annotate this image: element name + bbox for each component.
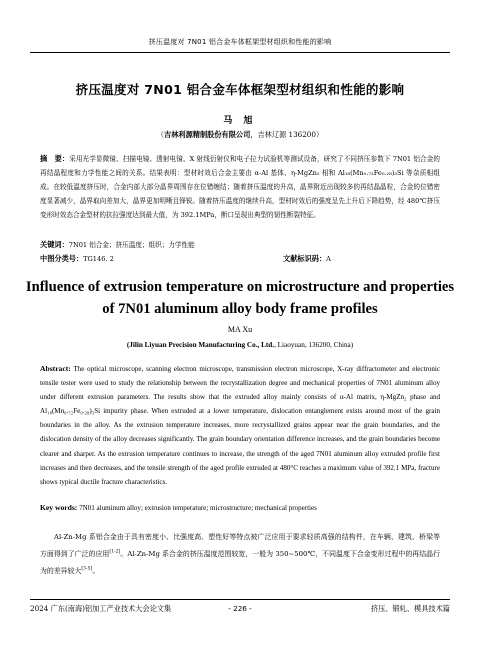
- english-affiliation-org: (Jilin Liyuan Precision Manufacturing Co., Ltd.: [126, 341, 275, 349]
- intro-text-part1: Al-Zn-Mg 系铝合金由于具有密度小、比强度高、塑性好等特点被广泛应用于要求轻质高强的结构件，在车辆、建筑、桥梁等方面得到了广泛的应用: [40, 533, 440, 558]
- citation-ref-1: [1-2]: [109, 549, 121, 555]
- chinese-keywords: [40, 239, 440, 250]
- affiliation-open-paren: （: [156, 130, 165, 139]
- english-abstract: [40, 362, 440, 489]
- english-keywords-text: 7N01 aluminum alloy; extrusion temperature; microstructure; mechanical properties: [79, 504, 317, 512]
- chinese-affiliation: [0, 130, 480, 140]
- chinese-keywords-label: 关键词：: [40, 240, 69, 249]
- chinese-keywords-text: 7N01 铝合金；挤压温度；组织；力学性能: [68, 241, 195, 249]
- english-keywords-label: Key words:: [40, 503, 78, 512]
- english-keywords: [40, 503, 440, 512]
- classification-number: [40, 254, 260, 264]
- intro-text-part3: 。: [92, 567, 100, 575]
- english-title: Influence of extrusion temperature on microstructure and properties of 7N01 aluminum alloy body frame profiles: [25, 279, 455, 317]
- classification-label: 中图分类号：: [40, 254, 84, 263]
- affiliation-location: ，吉林辽源 136200）: [250, 130, 324, 139]
- affiliation-org: 吉林利源精制股份有限公司: [164, 130, 251, 139]
- citation-ref-2: [3-5]: [81, 566, 93, 572]
- document-code-label: 文献标识码：: [283, 254, 327, 263]
- chinese-abstract-text: 采用光学显微镜、扫描电镜、透射电镜、X 射线衍射仪和电子拉力试验机等测试设备，研究了不同挤压参数下 7N01 铝合金的再结晶程度和力学性能之间的关系。结果表明：型材时效后合金主要由 α-Al 基体、η-MgZn₂ 相和 Al₁₈(Mn₀.₇₂Fe₀.₂₈)₃Si 等杂质相组成。在较低温度挤压时，合金内部大部分晶界周围存在位错缠结；随着挤压温度的升高，晶界附近出现较多的再结晶晶粒，合金的位错密度显著减少，晶界取向差加大，晶界更加明晰且锋锐。随着挤压温度的继续升高，型材时效后的强度呈先上升后下降趋势，经 480℃挤压变形时效态合金型材的抗拉强度达到最大值，为 392.1MPa，断口呈现出典型的韧性断裂特征。: [40, 155, 440, 219]
- english-abstract-label: Abstract:: [40, 364, 71, 373]
- footer-proceedings: 2024 广东(南海)铝加工产业技术大会论文集: [30, 604, 172, 613]
- english-affiliation-location: , Liaoyuan, 136200, China): [274, 341, 354, 349]
- chinese-abstract: [40, 152, 440, 222]
- english-affiliation: [0, 341, 480, 349]
- document-code-value: A: [326, 255, 331, 263]
- intro-text-part2: 。Al-Zn-Mg 系合金的挤压温度范围较宽，一般为 350~500℃，不同温度下合金变形过程中的再结晶行为的差异较大: [40, 550, 441, 575]
- chinese-author: 马 旭: [223, 116, 257, 126]
- chinese-title: 挤压温度对 7N01 铝合金车体框架型材组织和性能的影响: [75, 82, 405, 97]
- english-abstract-text: The optical microscope, scanning electron microscope, transmission electron microscope, X-ray diffractometer and electronic tensile tester were used to study the relationship between the recrystallization degree and mechanical properties of 7N01 aluminum alloy under different extrusion parameters. The results show that the extruded alloy mainly consists of α-Al matrix, η-MgZn₂ phase and Al₁₈(Mn₀.₇₂Fe₀.₂₈)₃Si impurity phase. When extruded at a lower temperature, dislocation entanglement exists around most of the grain boundaries in the alloy. As the extrusion temperature increases, more recrystallized grains appear near the grain boundaries, and the dislocation density of the alloy decreases significantly. The grain boundary orientation difference increases, and the grain boundaries become clearer and sharper. As the extrusion temperature continues to increase, the strength of the aged 7N01 aluminum alloy extruded profile first increases and then decreases, and the tensile strength of the aged profile extruded at 480°C reaches a maximum value of 392.1 MPa, fracture shows typical ductile fracture characteristics.: [40, 365, 441, 486]
- footer-rule: [30, 599, 450, 600]
- english-author: MA Xu: [227, 325, 253, 334]
- introduction-paragraph: [40, 529, 440, 580]
- footer-section: 挤压、锻轧、模具技术篇: [370, 604, 450, 613]
- chinese-abstract-label: 摘 要：: [40, 154, 70, 163]
- classification-value: TG146. 2: [83, 255, 114, 263]
- running-header: 挤压温度对 7N01 铝合金车体框架型材组织和性能的影响: [148, 38, 332, 46]
- document-code: [283, 254, 443, 264]
- page-number: - 226 -: [228, 604, 252, 613]
- header-rule: [30, 52, 450, 53]
